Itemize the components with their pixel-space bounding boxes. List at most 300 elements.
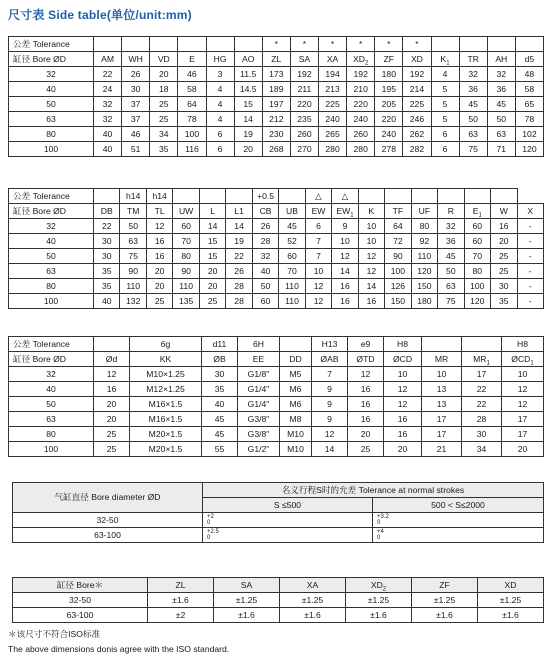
tolerance-cell: [203, 528, 373, 543]
tolerance-mark: [173, 189, 199, 204]
column-header: SA: [214, 578, 280, 593]
value-cell: 6: [431, 142, 459, 157]
tolerance-row: [9, 337, 544, 352]
value-cell: 9: [312, 397, 348, 412]
bore-cell: 40: [9, 82, 94, 97]
value-cell: 72: [385, 234, 411, 249]
value-cell: 17: [502, 427, 544, 442]
table-row: [9, 382, 544, 397]
column-header: K: [358, 204, 384, 219]
bore-cell: 100: [9, 142, 94, 157]
value-cell: 19: [226, 234, 252, 249]
value-cell: 63: [487, 127, 515, 142]
tolerance-upper: +2: [207, 514, 214, 520]
value-cell: M16×1.5: [130, 397, 202, 412]
value-cell: 20: [146, 264, 172, 279]
value-cell: 192: [290, 67, 318, 82]
value-cell: 25: [150, 112, 178, 127]
value-cell: 12: [384, 382, 422, 397]
value-cell: 17: [422, 427, 462, 442]
value-cell: 17: [502, 412, 544, 427]
value-cell: 90: [385, 249, 411, 264]
value-cell: 270: [290, 142, 318, 157]
value-cell: 10: [502, 367, 544, 382]
tolerance-mark: h14: [120, 189, 146, 204]
value-cell: 24: [94, 82, 122, 97]
tolerance-lower: 0: [377, 520, 381, 526]
value-cell: 11.5: [234, 67, 262, 82]
value-cell: 45: [202, 427, 238, 442]
tolerance-mark: △: [332, 189, 358, 204]
value-cell: 3: [206, 67, 234, 82]
table-row: [9, 97, 544, 112]
value-cell: 16: [348, 412, 384, 427]
table-row: [9, 264, 544, 279]
dimension-table-3: [8, 336, 544, 457]
bore-cell: 100: [9, 294, 94, 309]
value-cell: 14.5: [234, 82, 262, 97]
value-cell: 36: [438, 234, 464, 249]
bore-cell: 32: [9, 219, 94, 234]
value-cell: 120: [411, 264, 437, 279]
value-cell: 260: [290, 127, 318, 142]
bore-label: 缸径 Bore ØD: [9, 52, 94, 67]
value-cell: 14: [312, 442, 348, 457]
value-cell: 30: [491, 279, 517, 294]
value-cell: 25: [94, 442, 130, 457]
value-cell: 37: [122, 112, 150, 127]
tolerance-mark: [122, 37, 150, 52]
value-cell: 5: [431, 97, 459, 112]
value-cell: 12: [332, 249, 358, 264]
value-cell: 65: [515, 97, 543, 112]
value-cell: 278: [375, 142, 403, 157]
tolerance-mark: [487, 37, 515, 52]
value-cell: 173: [262, 67, 290, 82]
column-header: UB: [279, 204, 305, 219]
value-cell: 4: [206, 97, 234, 112]
value-cell: 16: [358, 294, 384, 309]
value-cell: 12: [305, 294, 331, 309]
tolerance-mark: h14: [146, 189, 172, 204]
column-header: ZL: [148, 578, 214, 593]
value-cell: 205: [375, 97, 403, 112]
column-header-row: [9, 204, 544, 219]
stroke-range-1-header: S ≤500: [203, 498, 373, 513]
value-cell: 32: [438, 219, 464, 234]
value-cell: -: [517, 279, 543, 294]
column-header: Ød: [94, 352, 130, 367]
value-cell: 60: [464, 219, 490, 234]
column-header: ØB: [202, 352, 238, 367]
value-cell: 262: [403, 127, 431, 142]
value-cell: 90: [120, 264, 146, 279]
value-cell: G1/4": [238, 382, 280, 397]
bore-cell: 32-50: [13, 593, 148, 608]
value-cell: 15: [234, 97, 262, 112]
value-cell: 16: [348, 382, 384, 397]
value-cell: 235: [290, 112, 318, 127]
value-cell: 70: [279, 264, 305, 279]
value-cell: 30: [94, 234, 120, 249]
column-header: AO: [234, 52, 262, 67]
column-header: $MR_1$: [462, 352, 502, 367]
value-cell: 30: [462, 427, 502, 442]
column-header: $E_1$: [464, 204, 490, 219]
value-cell: 32: [459, 67, 487, 82]
value-cell: 14: [199, 219, 225, 234]
bore-cell: 80: [9, 127, 94, 142]
bore-cell: 40: [9, 234, 94, 249]
value-cell: 12: [384, 397, 422, 412]
value-cell: G1/8": [238, 367, 280, 382]
value-cell: 10: [332, 234, 358, 249]
note-chinese: ＊该尺寸不符合ISO标准: [8, 629, 101, 639]
value-cell: 25: [491, 264, 517, 279]
table-row: [13, 528, 544, 543]
value-cell: ±2: [148, 608, 214, 623]
tolerance-mark: +0.5: [252, 189, 278, 204]
tolerance-mark: [150, 37, 178, 52]
column-header: L1: [226, 204, 252, 219]
bore-diameter-header: 气缸直径 Bore diameter ØD: [13, 483, 203, 513]
column-header: TL: [146, 204, 172, 219]
bore-cell: 50: [9, 97, 94, 112]
column-header: W: [491, 204, 517, 219]
value-cell: 16: [94, 382, 130, 397]
value-cell: 22: [462, 382, 502, 397]
stroke-range-2-header: 500 < S≤2000: [373, 498, 544, 513]
value-cell: 282: [403, 142, 431, 157]
value-cell: 78: [515, 112, 543, 127]
value-cell: 20: [94, 397, 130, 412]
value-cell: 192: [347, 67, 375, 82]
value-cell: 63: [120, 234, 146, 249]
value-cell: 13: [422, 382, 462, 397]
tolerance-mark: [279, 189, 305, 204]
tolerance-mark: 6H: [238, 337, 280, 352]
value-cell: 210: [347, 82, 375, 97]
value-cell: 16: [384, 427, 422, 442]
column-header: WH: [122, 52, 150, 67]
table-row: [9, 127, 544, 142]
value-cell: 70: [173, 234, 199, 249]
value-cell: 64: [178, 97, 206, 112]
value-cell: 195: [375, 82, 403, 97]
column-header: $XD_2$: [347, 52, 375, 67]
value-cell: 9: [332, 219, 358, 234]
value-cell: 25: [491, 249, 517, 264]
tolerance-mark: [462, 337, 502, 352]
value-cell: 20: [150, 67, 178, 82]
value-cell: 12: [305, 279, 331, 294]
tolerance-upper: +4: [377, 529, 384, 535]
tolerance-mark: [234, 37, 262, 52]
value-cell: M10×1.25: [130, 367, 202, 382]
value-cell: 28: [226, 279, 252, 294]
column-header: TF: [385, 204, 411, 219]
value-cell: 75: [120, 249, 146, 264]
column-header: ØAB: [312, 352, 348, 367]
table-row: [9, 279, 544, 294]
value-cell: 34: [462, 442, 502, 457]
value-cell: 5: [431, 82, 459, 97]
value-cell: 16: [146, 234, 172, 249]
value-cell: 135: [173, 294, 199, 309]
value-cell: 20: [491, 234, 517, 249]
value-cell: 10: [358, 219, 384, 234]
value-cell: 45: [438, 249, 464, 264]
table-row: [9, 234, 544, 249]
value-cell: 36: [487, 82, 515, 97]
value-cell: 225: [319, 97, 347, 112]
value-cell: 7: [312, 367, 348, 382]
table-row: [9, 219, 544, 234]
value-cell: 12: [502, 382, 544, 397]
value-cell: 40: [202, 397, 238, 412]
column-header-row: [9, 52, 544, 67]
tolerance-mark: [94, 337, 130, 352]
value-cell: M8: [280, 412, 312, 427]
value-cell: 64: [385, 219, 411, 234]
value-cell: 14: [234, 112, 262, 127]
value-cell: 14: [358, 279, 384, 294]
value-cell: ±1.6: [148, 593, 214, 608]
column-header: DB: [94, 204, 120, 219]
value-cell: -: [517, 234, 543, 249]
value-cell: 60: [173, 219, 199, 234]
value-cell: 246: [403, 112, 431, 127]
value-cell: 35: [491, 294, 517, 309]
tolerance-mark: [94, 37, 122, 52]
tolerance-row: [9, 37, 544, 52]
table-row: [9, 249, 544, 264]
value-cell: 17: [422, 412, 462, 427]
value-cell: 50: [438, 264, 464, 279]
value-cell: 35: [94, 264, 120, 279]
value-cell: 20: [234, 142, 262, 157]
stroke-tolerance-table: [12, 482, 544, 543]
column-header: UF: [411, 204, 437, 219]
value-cell: 92: [411, 234, 437, 249]
value-cell: 90: [173, 264, 199, 279]
bore-cell: 63-100: [13, 608, 148, 623]
value-cell: 48: [515, 67, 543, 82]
column-header: $ØCD_1$: [502, 352, 544, 367]
value-cell: 211: [290, 82, 318, 97]
value-cell: 80: [173, 249, 199, 264]
table-row: [9, 412, 544, 427]
value-cell: 20: [348, 427, 384, 442]
tolerance-mark: [280, 337, 312, 352]
value-cell: 13: [422, 397, 462, 412]
tolerance-mark: [491, 189, 517, 204]
column-header: XD: [478, 578, 544, 593]
table-row: [13, 593, 544, 608]
value-cell: -: [517, 264, 543, 279]
value-cell: 35: [202, 382, 238, 397]
value-cell: 70: [464, 249, 490, 264]
value-cell: 120: [515, 142, 543, 157]
bore-cell: 100: [9, 442, 94, 457]
value-cell: 28: [252, 234, 278, 249]
column-header: XD: [403, 52, 431, 67]
value-cell: 22: [226, 249, 252, 264]
value-cell: 120: [464, 294, 490, 309]
value-cell: 45: [487, 97, 515, 112]
value-cell: M12×1.25: [130, 382, 202, 397]
value-cell: 50: [459, 112, 487, 127]
value-cell: -: [517, 249, 543, 264]
column-header: R: [438, 204, 464, 219]
value-cell: 126: [385, 279, 411, 294]
value-cell: 75: [459, 142, 487, 157]
bore-range-cell: 63-100: [13, 528, 203, 543]
value-cell: 46: [178, 67, 206, 82]
column-header-row: [9, 352, 544, 367]
column-header: KK: [130, 352, 202, 367]
tolerance-mark: H13: [312, 337, 348, 352]
value-cell: 30: [94, 249, 120, 264]
value-cell: 225: [403, 97, 431, 112]
value-cell: M20×1.5: [130, 442, 202, 457]
column-header: E: [178, 52, 206, 67]
tolerance-mark: [459, 37, 487, 52]
tolerance-row: [9, 189, 544, 204]
value-cell: 80: [411, 219, 437, 234]
value-cell: 20: [94, 412, 130, 427]
value-cell: 7: [305, 234, 331, 249]
value-cell: -: [517, 294, 543, 309]
value-cell: 230: [262, 127, 290, 142]
bore-cell: 80: [9, 427, 94, 442]
value-cell: 280: [347, 142, 375, 157]
column-header: UW: [173, 204, 199, 219]
value-cell: 150: [411, 279, 437, 294]
value-cell: 20: [384, 442, 422, 457]
value-cell: 132: [120, 294, 146, 309]
column-header: TR: [459, 52, 487, 67]
value-cell: 189: [262, 82, 290, 97]
tolerance-mark: H8: [502, 337, 544, 352]
value-cell: 220: [375, 112, 403, 127]
value-cell: 20: [199, 279, 225, 294]
value-cell: 19: [234, 127, 262, 142]
bore-cell: 63: [9, 264, 94, 279]
value-cell: 40: [94, 127, 122, 142]
value-cell: 46: [122, 127, 150, 142]
value-cell: 37: [122, 97, 150, 112]
tolerance-mark: [464, 189, 490, 204]
value-cell: 35: [94, 279, 120, 294]
bore-label: 缸径 Bore＊: [13, 578, 148, 593]
bore-label: 缸径 Bore ØD: [9, 204, 94, 219]
value-cell: 80: [464, 264, 490, 279]
value-cell: 32: [487, 67, 515, 82]
tolerance-mark: *: [375, 37, 403, 52]
value-cell: 16: [491, 219, 517, 234]
table-row: [9, 142, 544, 157]
value-cell: 15: [199, 234, 225, 249]
value-cell: 110: [173, 279, 199, 294]
value-cell: 12: [146, 219, 172, 234]
column-header: L: [199, 204, 225, 219]
tolerance-mark: [358, 189, 384, 204]
column-header: d5: [515, 52, 543, 67]
bore-cell: 50: [9, 397, 94, 412]
value-cell: 10: [422, 367, 462, 382]
value-cell: 100: [178, 127, 206, 142]
value-cell: M6: [280, 382, 312, 397]
value-cell: 240: [347, 112, 375, 127]
tolerance-mark: △: [305, 189, 331, 204]
table-row: [9, 397, 544, 412]
value-cell: M10: [280, 442, 312, 457]
value-cell: 5: [431, 112, 459, 127]
value-cell: ±1.25: [214, 593, 280, 608]
value-cell: 116: [178, 142, 206, 157]
value-cell: M20×1.5: [130, 427, 202, 442]
value-cell: 32: [94, 97, 122, 112]
value-cell: 22: [462, 397, 502, 412]
value-cell: 280: [319, 142, 347, 157]
value-cell: 14: [332, 264, 358, 279]
tolerance-mark: 6g: [130, 337, 202, 352]
table-row: [9, 442, 544, 457]
value-cell: 18: [150, 82, 178, 97]
value-cell: 25: [146, 294, 172, 309]
value-cell: 50: [487, 112, 515, 127]
column-header: ØCD: [384, 352, 422, 367]
column-header: DD: [280, 352, 312, 367]
column-header: $XD_2$: [346, 578, 412, 593]
value-cell: 45: [459, 97, 487, 112]
value-cell: 240: [375, 127, 403, 142]
value-cell: 220: [290, 97, 318, 112]
value-cell: 30: [122, 82, 150, 97]
value-cell: 12: [358, 264, 384, 279]
value-cell: ±1.25: [478, 593, 544, 608]
column-header: XA: [280, 578, 346, 593]
value-cell: G3/8": [238, 412, 280, 427]
table-row: [9, 427, 544, 442]
value-cell: 7: [305, 249, 331, 264]
value-cell: 32: [94, 112, 122, 127]
tolerance-mark: [422, 337, 462, 352]
bore-cell: 32: [9, 367, 94, 382]
value-cell: 12: [312, 427, 348, 442]
tolerance-mark: [385, 189, 411, 204]
value-cell: 194: [319, 67, 347, 82]
value-cell: G1/2": [238, 442, 280, 457]
value-cell: 17: [462, 367, 502, 382]
value-cell: M10: [280, 427, 312, 442]
value-cell: 60: [464, 234, 490, 249]
value-cell: 63: [438, 279, 464, 294]
value-cell: 71: [487, 142, 515, 157]
value-cell: 100: [464, 279, 490, 294]
column-header: AM: [94, 52, 122, 67]
value-cell: 58: [178, 82, 206, 97]
column-header: ZL: [262, 52, 290, 67]
value-cell: 36: [459, 82, 487, 97]
value-cell: 22: [94, 67, 122, 82]
tolerance-mark: [515, 37, 543, 52]
value-cell: 40: [94, 142, 122, 157]
tolerance-mark: [178, 37, 206, 52]
column-header: SA: [290, 52, 318, 67]
value-cell: G3/8": [238, 427, 280, 442]
